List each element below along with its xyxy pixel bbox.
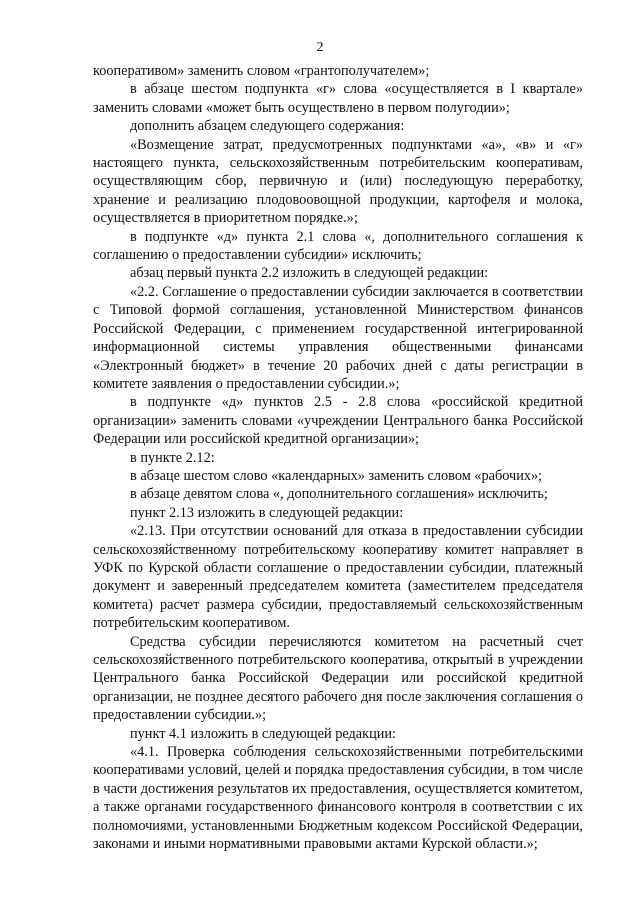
paragraph: «Возмещение затрат, предусмотренных подпунктами «а», «в» и «г» настоящего пункта, сельскохозяйственным потребительским кооперативам, осуществляющим сбор, первичную и (или) последующую переработку, хранение и реализацию плодовоовощной продукции, картофеля и молока, осуществляется в приоритетном порядке.»; — [93, 136, 583, 227]
paragraph: пункт 2.13 изложить в следующей редакции: — [130, 504, 404, 521]
paragraph: дополнить абзацем следующего содержания: — [130, 118, 405, 135]
document-body — [93, 62, 583, 853]
page-number: 2 — [316, 40, 324, 55]
paragraph: в абзаце шестом подпункта «г» слова «осуществляется в I квартале» заменить словами «может быть осуществлено в первом полугодии»; — [93, 81, 583, 116]
paragraph: кооперативом» заменить словом «грантополучателем»; — [93, 63, 430, 79]
paragraph: в подпункте «д» пунктов 2.5 - 2.8 слова «российской кредитной организации» заменить словами «учреждении Центрального банка Российской Федерации или российской кредитной организации»; — [93, 394, 583, 448]
paragraph: «4.1. Проверка соблюдения сельскохозяйственными потребительскими кооперативами условий, целей и порядка предоставления субсидии, в том числе в части достижения результатов их предоставления, осуществляется комитетом, а также органами государственного финансового контроля в соответствии с их полномочиями, установленными Бюджетным кодексом Российской Федерации, законами и иными нормативными правовыми актами Курской области.»; — [93, 744, 583, 853]
paragraph: в абзаце шестом слово «календарных» заменить словом «рабочих»; — [130, 467, 543, 484]
paragraph: пункт 4.1 изложить в следующей редакции: — [130, 725, 397, 742]
paragraph: «2.2. Соглашение о предоставлении субсидии заключается в соответствии с Типовой формой соглашения, установленной Министерством финансов Российской Федерации, с применением государственной интегрированной информационной системы управления общественными финансами «Электронный бюджет» в течение 20 рабочих дней с даты регистрации в комитете заявления о предоставлении субсидии.»; — [93, 283, 583, 392]
paragraph: «2.13. При отсутствии оснований для отказа в предоставлении субсидии сельскохозяйственному потребительскому кооперативу комитет направляет в УФК по Курской области соглашение о предоставлении субсидии, платежный документ и заверенный председателем комитета (заместителем председателя комитета) расчет размера субсидии, предоставляемый сельскохозяйственным потребительским кооперативом. — [93, 523, 583, 632]
paragraph: в абзаце девятом слова «, дополнительного соглашения» исключить; — [130, 486, 548, 503]
paragraph: Средства субсидии перечисляются комитетом на расчетный счет сельскохозяйственного потребительского кооператива, открытый в учреждении Центрального банка Российской Федерации или российской кредитной организации, не позднее десятого рабочего дня после заключения соглашения о предоставлении субсидии.»; — [93, 633, 583, 724]
paragraph: абзац первый пункта 2.2 изложить в следующей редакции: — [130, 265, 489, 282]
paragraph: в подпункте «д» пункта 2.1 слова «, дополнительного соглашения к соглашению о предоставлении субсидии» исключить; — [93, 228, 583, 264]
paragraph: в пункте 2.12: — [130, 449, 215, 466]
